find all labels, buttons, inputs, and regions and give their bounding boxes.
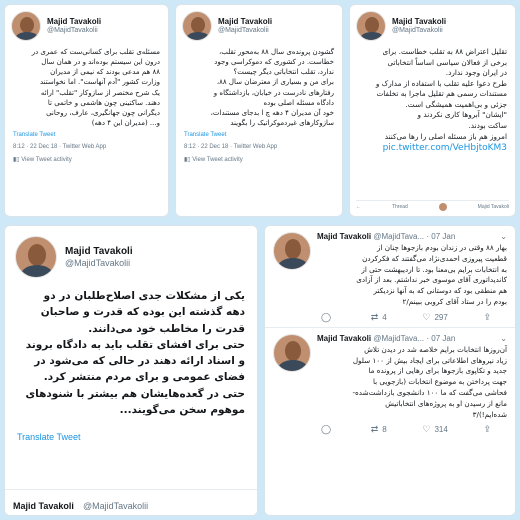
retweet-icon: ⇄ bbox=[370, 311, 379, 322]
tweet-timestamp[interactable]: 8:12 · 22 Dec 18 · Twitter Web App bbox=[13, 144, 107, 151]
translate-tweet-link[interactable]: Translate Tweet bbox=[184, 132, 227, 139]
avatar[interactable] bbox=[273, 334, 311, 372]
thread-card bbox=[264, 225, 516, 516]
author-handle[interactable]: @MajidTavakolii bbox=[65, 257, 131, 268]
reply-icon: ◯ bbox=[321, 424, 332, 435]
next-tweet-preview[interactable] bbox=[5, 489, 257, 515]
author-handle[interactable]: @MajidTava... bbox=[373, 333, 425, 343]
author-name[interactable]: Majid Tavakoli bbox=[65, 246, 133, 258]
like-button[interactable]: ♡ 297 bbox=[422, 311, 448, 322]
translate-tweet-link[interactable]: Translate Tweet bbox=[13, 132, 56, 139]
reply-icon: ◯ bbox=[321, 311, 332, 322]
tweet-date[interactable]: 07 Jan bbox=[431, 232, 456, 241]
avatar[interactable] bbox=[15, 236, 57, 278]
retweet-button[interactable]: ⇄ 4 bbox=[370, 311, 387, 322]
author-name[interactable]: Majid Tavakoli bbox=[13, 501, 74, 511]
retweet-icon: ⇄ bbox=[370, 424, 379, 435]
tweet-header bbox=[5, 5, 168, 43]
view-tweet-activity[interactable]: ▮▯ View Tweet activity bbox=[184, 157, 243, 164]
activity-icon: ▮▯ bbox=[13, 157, 22, 164]
thread-tweet[interactable] bbox=[265, 328, 515, 440]
tweet-card-4[interactable] bbox=[4, 225, 258, 516]
share-button[interactable] bbox=[483, 312, 491, 323]
tweet-header bbox=[350, 5, 515, 43]
view-tweet-activity[interactable]: ▮▯ View Tweet activity bbox=[13, 157, 72, 164]
activity-icon: ▮▯ bbox=[184, 157, 193, 164]
tweet-card-2[interactable] bbox=[175, 4, 343, 217]
tweet-header bbox=[5, 226, 257, 280]
tweet-header: Majid Tavakoli @MajidTava... · 07 Jan ⌄ bbox=[317, 333, 507, 343]
author-name[interactable]: Majid Tavakoli bbox=[218, 17, 273, 27]
tweet-text: گشودن پرونده‌ی سال ۸۸ به‌محور تقلب، خطاست. در کشوری که دموکراسی وجود ندارد، تقلب انتخاباتی دیگر چیست؟ برای من و بسیاری از معترضان سال ۸۸، رفتارهای نادرست در خیابان، بازداشتگاه و دادگاه مسئله اصلی بوده خود آن مدیران ۴ دهه چ ا بدجای مستندات، سازوکارهای غیردموکراتیک را بگویند bbox=[210, 48, 334, 127]
translate-tweet-link[interactable]: Translate Tweet bbox=[17, 432, 81, 443]
heart-icon: ♡ bbox=[422, 424, 431, 435]
thread-back-icon[interactable]: ← bbox=[356, 203, 361, 210]
tweet-actions bbox=[317, 420, 507, 435]
share-button[interactable] bbox=[483, 424, 491, 435]
author-handle[interactable]: @MajidTavakolii bbox=[82, 501, 149, 511]
tweet-date[interactable]: 07 Jan bbox=[431, 333, 456, 343]
tweet-text: تقلیل اعتراض ۸۸ به تقلب خطاست. برای برخی از فعالان سیاسی اساساً انتخاباتی در ایران وجود ندارد. طرح دعوا علیه تقلب با استفاده از مدارک و مستندات رسمی هم تقلیل ماجرا به تخلفات جزئی و بی‌اهمیت همیشگی است. "ایشان" آبروها کاری نکردند و ساکت بودند. امروز هم باز مسئله اصلی را رها می‌کنند pic.twitter.com/VeHbjtoKM3 bbox=[350, 43, 515, 155]
retweet-button[interactable]: ⇄ 8 bbox=[370, 424, 387, 435]
heart-icon: ♡ bbox=[422, 311, 431, 322]
avatar[interactable] bbox=[182, 11, 212, 41]
avatar[interactable] bbox=[11, 11, 41, 41]
tweet-text: آن‌روزها انتخابات برایم خلاصه شد در دیدن تلاش زیاد نیروهای اطلاعاتی برای ایجاد بیش از ۱۰۰ سلول جدید و تکاپوی بازجوها برای رهایی از پرونده ما جهت پرداختن به موضوع انتخابات (بازجویی با فحاشی می‌گفت که ما ۱۰۰ دانشجوی بازداشت‌شده- مانع از رسیدن او به پروژه‌های انتخاباتیش شده‌ایم!)/۳ bbox=[352, 344, 507, 419]
like-button[interactable]: ♡ 314 bbox=[422, 424, 448, 435]
thread-strip bbox=[356, 200, 509, 212]
share-icon: ⇪ bbox=[483, 424, 491, 435]
tweet-text: یکی از مشکلات جدی اصلاح‌طلبان در دو دهه گذشته این بوده که قدرت و صاحبان قدرت را مخاطب خود می‌دانند. حتی برای افشای تقلب باید به دادگاه بروند و اسناد ارائه دهند در حالی که می‌شود در فضای عمومی و برای مردم منتشر کرد. حتی در گعده‌هایشان هم بیشتر با شنودهای موهوم سخن می‌گویند... bbox=[25, 290, 245, 416]
tweet-text: مسئله‌ی تقلب برای کسانی‌ست که عمری در درون این سیستم بوده‌اند و در همان سال ۸۸ هم مدعی بودند که نیمی از مدیران وزارت کشور "آدم آنهاست". اما نخواستند یک شرح مختصر از سازوکار "تقلب" ارائه دهند. ساکتینی چون هاشمی و خاتمی تا دیگرانی چون جهانگیری، عارف، روحانی و... (مدیران این ۴ دهه) bbox=[31, 48, 160, 127]
thread-tweet[interactable] bbox=[265, 226, 515, 328]
author-handle[interactable]: @MajidTavakolii bbox=[218, 26, 269, 34]
tweet-card-3[interactable] bbox=[349, 4, 516, 217]
pic-link[interactable]: pic.twitter.com/VeHbjtoKM3 bbox=[382, 143, 507, 154]
tweet-text: بهار ۸۸ وقتی در زندان بودم بازجوها چنان از قطعیت پیروزی احمدی‌نژاد می‌گفتند که فکرکردن به انتخابات برایم بی‌معنا بود. تا اردیبهشت حتی از کاندیداتوری آقای موسوی خبر نداشتم. بعد از آزادی هم منطقی بود که دوستانی که به آنها نزدیکتر بودم را در ستاد آقای کروبی ببینم/۲ bbox=[356, 243, 507, 306]
tweet-card-1[interactable] bbox=[4, 4, 169, 217]
thread-author: Majid Tavakoli bbox=[477, 203, 509, 210]
tweet-header bbox=[176, 5, 342, 43]
chevron-down-icon[interactable]: ⌄ bbox=[500, 232, 507, 241]
tweet-header: Majid Tavakoli @MajidTava... · 07 Jan ⌄ bbox=[317, 232, 507, 241]
author-handle[interactable]: @MajidTavakolii bbox=[47, 26, 98, 34]
avatar[interactable] bbox=[273, 232, 311, 270]
reply-button[interactable] bbox=[321, 312, 335, 323]
avatar[interactable] bbox=[356, 11, 386, 41]
author-handle[interactable]: @MajidTavakolii bbox=[392, 26, 443, 34]
chevron-down-icon[interactable]: ⌄ bbox=[500, 333, 507, 343]
author-name[interactable]: Majid Tavakoli bbox=[47, 17, 102, 27]
author-handle[interactable]: @MajidTava... bbox=[373, 232, 425, 241]
share-icon: ⇪ bbox=[483, 311, 491, 322]
author-name[interactable]: Majid Tavakoli bbox=[392, 17, 447, 27]
thread-avatar bbox=[439, 203, 447, 211]
author-name[interactable]: Majid Tavakoli bbox=[317, 333, 372, 343]
tweet-actions bbox=[317, 308, 507, 323]
thread-label: Thread bbox=[391, 203, 408, 210]
tweet-timestamp[interactable]: 8:12 · 22 Dec 18 · Twitter Web App bbox=[184, 144, 278, 151]
reply-button[interactable] bbox=[321, 424, 335, 435]
author-name[interactable]: Majid Tavakoli bbox=[317, 232, 372, 241]
